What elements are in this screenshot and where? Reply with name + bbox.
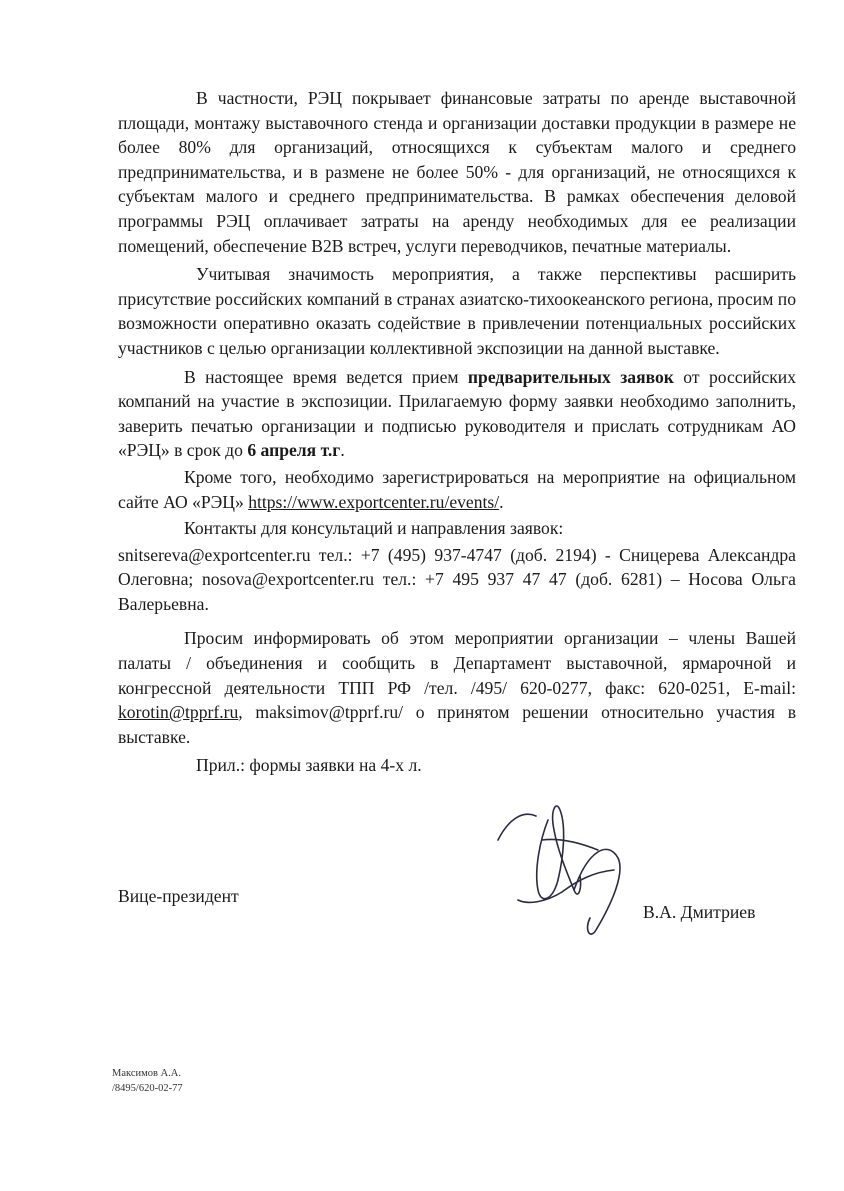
letter-body [118,86,796,778]
executor-phone: /8495/620-02-77 [112,1083,183,1094]
signatory-position: Вице-президент [118,886,239,906]
inform-text-end: , maksimov@tpprf.ru/ о принятом решении относительно участия в выставке. [118,702,796,747]
handwritten-signature [478,780,648,950]
applications-text-middle: от российских компаний на участие в экспозиции. Прилагаемую форму заявки необходимо заполнить, заверить печатью организации и подписью руководителя и прислать сотрудникам АО «РЭЦ» в срок до [118,366,796,461]
executor-footer [112,1066,183,1096]
attachment-note: Прил.: формы заявки на 4-х л. [196,755,422,776]
korotin-email-link[interactable]: korotin@tpprf.ru [118,702,239,723]
paragraph-request: Учитывая значимость мероприятия, а также перспективы расширить присутствие российских компаний в странах азиатско-тихоокеанского региона, просим по возможности оперативно оказать содействие в привлечении потенциальных российских участников с целью организации коллективной экспозиции на данной выставке. [118,264,796,358]
signatory-name: В.А. Дмитриев [643,902,756,922]
registration-text-end: . [499,491,504,512]
paragraph-registration [118,465,796,514]
executor-name: Максимов А.А. [112,1068,182,1079]
paragraph-costs: В частности, РЭЦ покрывает финансовые затраты по аренде выставочной площади, монтажу выставочного стенда и организации доставки продукции в размере не более 80% для организаций, относящихся к субъектам малого и среднего предпринимательства, и в размене не более 50% - для организаций, не относящихся к субъектам малого и среднего предпринимательства. В рамках обеспечения деловой программы РЭЦ оплачивает затраты на аренду необходимых для ее реализации помещений, обеспечение B2B встреч, услуги переводчиков, печатные материалы. [118,88,796,256]
contacts-list: snitsereva@exportcenter.ru тел.: +7 (495) 937-4747 (доб. 2194) - Сницерева Александра Олеговна; nosova@exportcenter.ru тел.: +7 495 937 47 47 (доб. 6281) – Носова Ольга Валерьевна. [118,544,796,614]
applications-emphasis: предварительных заявок [467,366,674,387]
applications-deadline: 6 апреля т.г [247,440,341,461]
paragraph-inform [118,626,796,749]
contacts-heading: Контакты для консультаций и направления заявок: [184,518,564,539]
registration-text: Кроме того, необходимо зарегистрироваться на мероприятие на официальном сайте АО «РЭЦ» [118,466,796,512]
inform-text: Просим информировать об этом мероприятии организации – члены Вашей палаты / объединения и сообщить в Департамент выставочной, ярмарочной и конгрессной деятельности ТПП РФ /тел. /495/ 620-0277, факс: 620-0251, E-mail: [118,628,796,698]
events-link[interactable]: https://www.exportcenter.ru/events/ [248,491,500,512]
applications-text-start: В настоящее время ведется прием [184,366,468,387]
paragraph-applications [118,365,796,463]
applications-text-end: . [340,440,345,461]
